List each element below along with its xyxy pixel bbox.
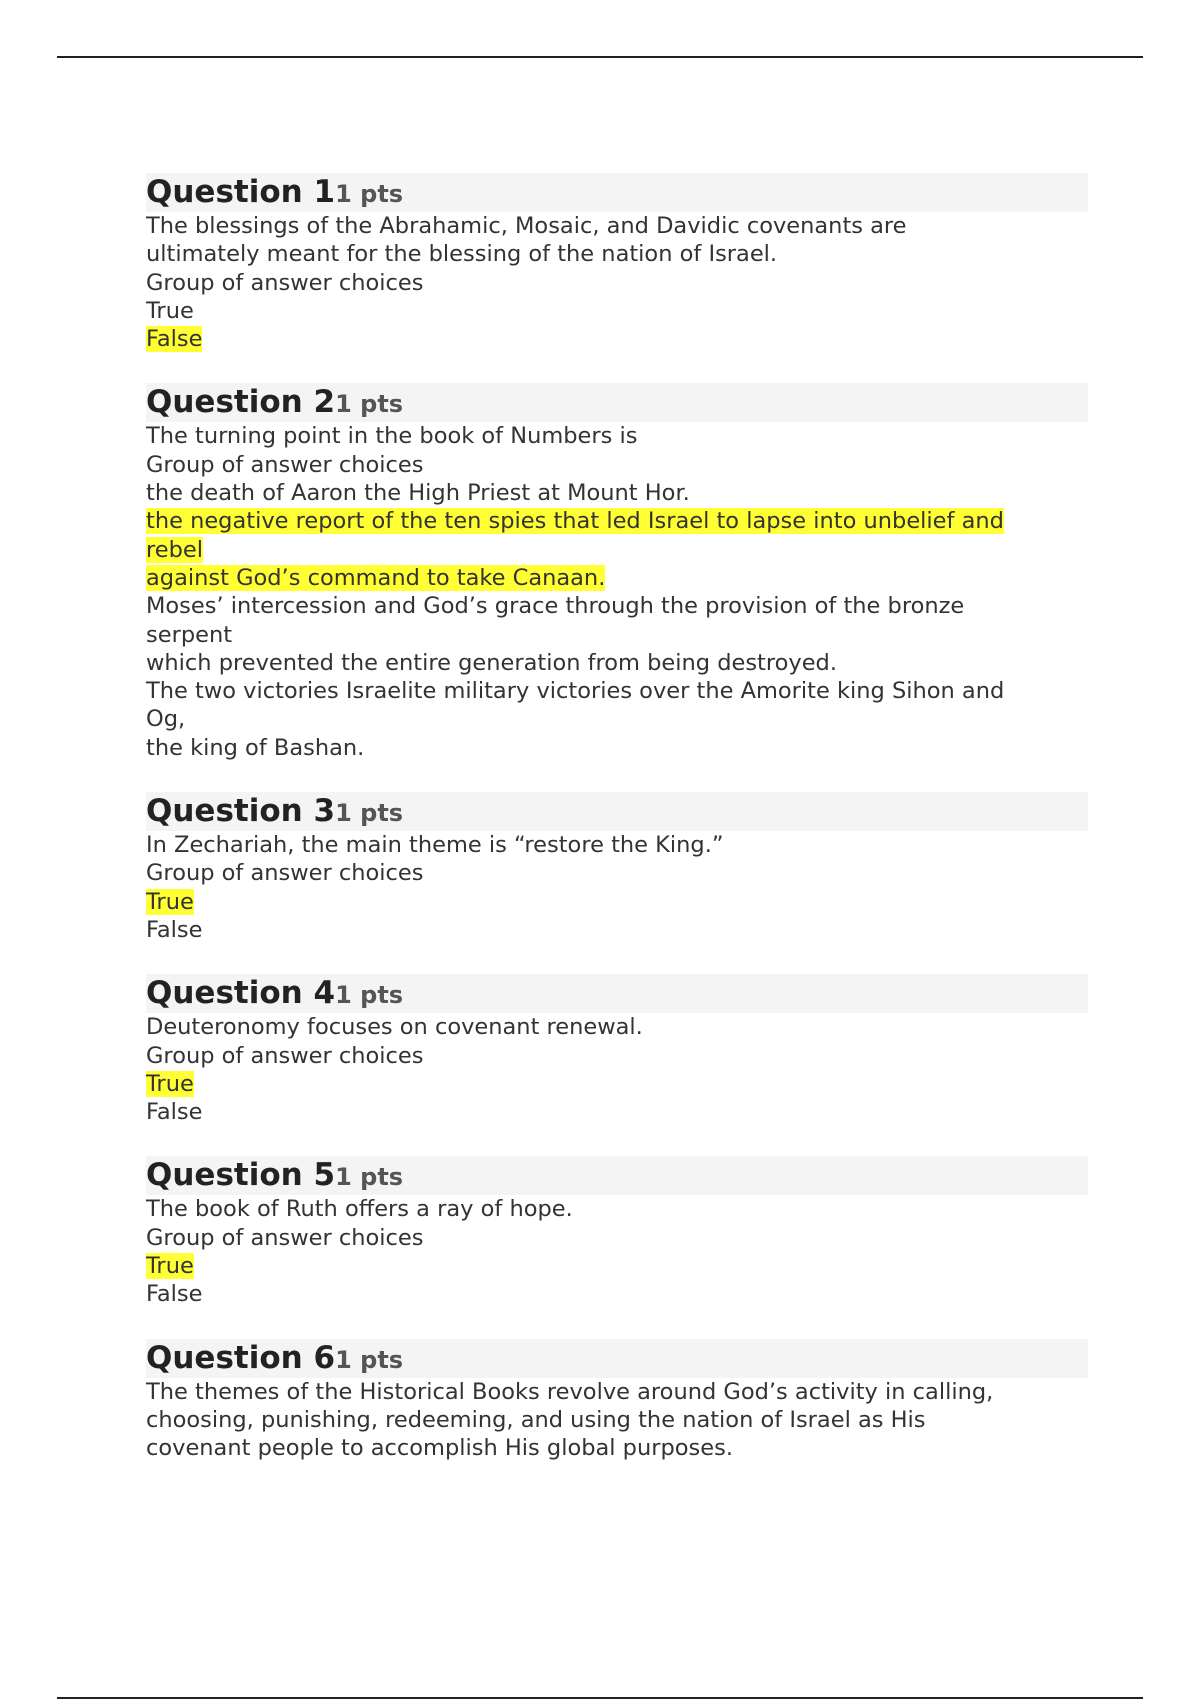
- answer-group-label: Group of answer choices: [146, 269, 424, 296]
- answer-choice-text: serpent: [146, 621, 233, 648]
- answer-choice-line: [146, 592, 1088, 620]
- question-header: [146, 1339, 1088, 1378]
- question-prompt-line: The book of Ruth offers a ray of hope.: [146, 1196, 573, 1223]
- question-title: Question 2: [146, 384, 336, 421]
- question-block: [146, 1156, 1088, 1308]
- answer-choice[interactable]: [146, 677, 1088, 762]
- answer-choice-text: False: [146, 326, 203, 353]
- question-points: 1 pts: [335, 981, 404, 1010]
- question-prompt-line: In Zechariah, the main theme is “restore the King.”: [146, 832, 724, 859]
- question-title: Question 4: [146, 975, 336, 1012]
- answer-choice-line: [146, 916, 1088, 944]
- answer-choice-text: the death of Aaron the High Priest at Mount Hor.: [146, 480, 690, 507]
- question-block: [146, 974, 1088, 1126]
- answer-choice-line: [146, 564, 1088, 592]
- answer-choice-text: against God’s command to take Canaan.: [146, 564, 606, 591]
- answer-choice-line: [146, 1098, 1088, 1126]
- question-points: 1 pts: [335, 1163, 404, 1192]
- answer-choice-text: rebel: [146, 536, 203, 563]
- answer-choice-text: True: [146, 1253, 194, 1280]
- question-block: [146, 173, 1088, 353]
- answer-choice[interactable]: [146, 1280, 1088, 1308]
- question-prompt-line: ultimately meant for the blessing of the nation of Israel.: [146, 241, 778, 268]
- answer-choice-line: [146, 649, 1088, 677]
- answer-choice-text: the negative report of the ten spies that led Israel to lapse into unbelief and: [146, 508, 1004, 535]
- question-block: [146, 1339, 1088, 1463]
- answer-choice[interactable]: [146, 592, 1088, 677]
- question-points: 1 pts: [335, 180, 404, 208]
- answer-choice-line: [146, 888, 1088, 916]
- question-title: Question 6: [146, 1339, 336, 1376]
- answer-choice-line: [146, 677, 1088, 705]
- answer-choice[interactable]: [146, 916, 1088, 944]
- answer-choice-selected[interactable]: [146, 1070, 1088, 1098]
- answer-choice-text: False: [146, 1281, 203, 1308]
- quiz-content: [146, 173, 1088, 1493]
- question-title: Question 5: [146, 1157, 336, 1194]
- answer-choice-line: [146, 1280, 1088, 1308]
- question-header: [146, 792, 1088, 831]
- answer-choice-line: [146, 297, 1088, 325]
- answer-choice-line: [146, 507, 1088, 535]
- answer-choice-line: [146, 1070, 1088, 1098]
- question-title: Question 1: [146, 174, 336, 210]
- answer-choice-text: False: [146, 916, 203, 943]
- top-rule: [57, 56, 1143, 58]
- answer-choice-selected[interactable]: [146, 888, 1088, 916]
- answer-choice-line: [146, 479, 1088, 507]
- answer-group-label: Group of answer choices: [146, 1224, 424, 1251]
- answer-choice-text: True: [146, 297, 194, 324]
- answer-choice[interactable]: [146, 297, 1088, 325]
- answer-choice-line: [146, 1252, 1088, 1280]
- answer-choice-selected[interactable]: [146, 507, 1088, 592]
- answer-choice-line: [146, 621, 1088, 649]
- question-header: [146, 1156, 1088, 1195]
- question-header: [146, 974, 1088, 1013]
- question-block: [146, 792, 1088, 944]
- question-prompt-line: Deuteronomy focuses on covenant renewal.: [146, 1014, 643, 1041]
- answer-choice-line: [146, 536, 1088, 564]
- question-block: [146, 383, 1088, 762]
- question-points: 1 pts: [335, 1345, 404, 1374]
- question-prompt-line: covenant people to accomplish His global purposes.: [146, 1435, 733, 1462]
- question-header: [146, 383, 1088, 422]
- question-prompt-line: The themes of the Historical Books revolve around God’s activity in calling,: [146, 1378, 994, 1405]
- answer-group-label: Group of answer choices: [146, 451, 424, 478]
- question-prompt-line: The turning point in the book of Numbers is: [146, 423, 638, 450]
- answer-choice-text: the king of Bashan.: [146, 734, 365, 761]
- answer-choice[interactable]: [146, 479, 1088, 507]
- bottom-rule: [57, 1697, 1143, 1699]
- answer-choice-selected[interactable]: [146, 325, 1088, 353]
- answer-choice-text: True: [146, 1070, 194, 1097]
- answer-choice-text: False: [146, 1099, 203, 1126]
- answer-choice-line: [146, 734, 1088, 762]
- answer-choice-text: True: [146, 888, 194, 915]
- question-prompt-line: choosing, punishing, redeeming, and using the nation of Israel as His: [146, 1406, 926, 1433]
- answer-choice-text: The two victories Israelite military victories over the Amorite king Sihon and: [146, 678, 1005, 705]
- answer-group-label: Group of answer choices: [146, 860, 424, 887]
- answer-choice-text: which prevented the entire generation from being destroyed.: [146, 649, 837, 676]
- answer-choice-text: Moses’ intercession and God’s grace through the provision of the bronze: [146, 593, 965, 620]
- answer-choice-text: Og,: [146, 706, 186, 733]
- question-points: 1 pts: [335, 799, 404, 828]
- question-title: Question 3: [146, 793, 336, 830]
- answer-choice[interactable]: [146, 1098, 1088, 1126]
- answer-group-label: Group of answer choices: [146, 1042, 424, 1069]
- question-header: [146, 173, 1088, 212]
- question-prompt-line: The blessings of the Abrahamic, Mosaic, and Davidic covenants are: [146, 213, 907, 239]
- question-points: 1 pts: [335, 390, 404, 419]
- answer-choice-selected[interactable]: [146, 1252, 1088, 1280]
- answer-choice-line: [146, 325, 1088, 353]
- answer-choice-line: [146, 705, 1088, 733]
